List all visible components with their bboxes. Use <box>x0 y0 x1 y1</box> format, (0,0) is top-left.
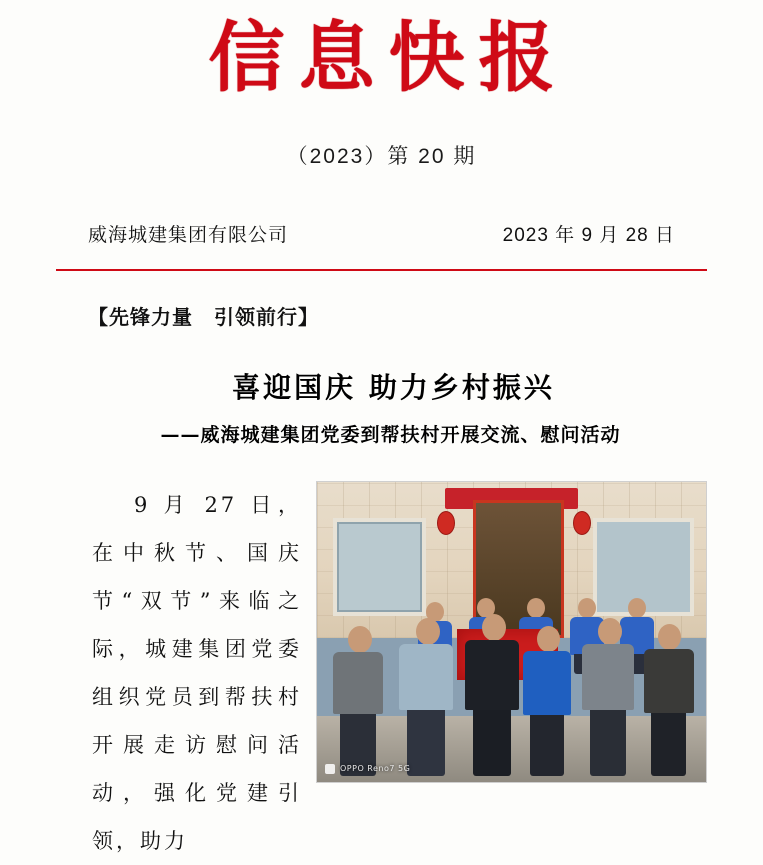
article-body-text: 9 月 27 日，在中秋节、国庆节“双节”来临之际，城建集团党委组织党员到帮扶村开展走访慰问活动，强化党建引领，助力 <box>92 492 302 853</box>
photo-watermark <box>325 764 410 774</box>
issue-number: （2023）第 20 期 <box>286 144 477 168</box>
photo-person <box>644 624 694 776</box>
photo-watermark-text: OPPO Reno7 5G <box>340 764 411 774</box>
issuing-organization: 威海城建集团有限公司 <box>88 224 289 246</box>
photo-person <box>465 614 519 776</box>
article-photo <box>316 481 707 783</box>
photo-person <box>523 626 571 776</box>
photo-person <box>582 618 634 776</box>
publication-date: 2023 年 9 月 28 日 <box>502 224 675 246</box>
photo-window-left <box>333 518 427 616</box>
photo-lantern <box>438 512 454 534</box>
publication-title: 信息快报 <box>208 13 569 102</box>
article-subheadline: ——威海城建集团党委到帮扶村开展交流、慰问活动 <box>160 423 621 446</box>
photo-lantern <box>574 512 590 534</box>
article-body-column <box>92 481 302 865</box>
article-content <box>0 481 763 865</box>
masthead <box>0 0 763 170</box>
article-headline: 喜迎国庆 助力乡村振兴 <box>232 370 555 404</box>
photo-person <box>399 618 453 776</box>
meta-row <box>0 220 763 247</box>
section-kicker: 【先锋力量 引领前行】 <box>88 304 319 329</box>
camera-icon <box>325 764 335 774</box>
header-divider <box>56 269 707 271</box>
photo-person <box>333 626 383 776</box>
